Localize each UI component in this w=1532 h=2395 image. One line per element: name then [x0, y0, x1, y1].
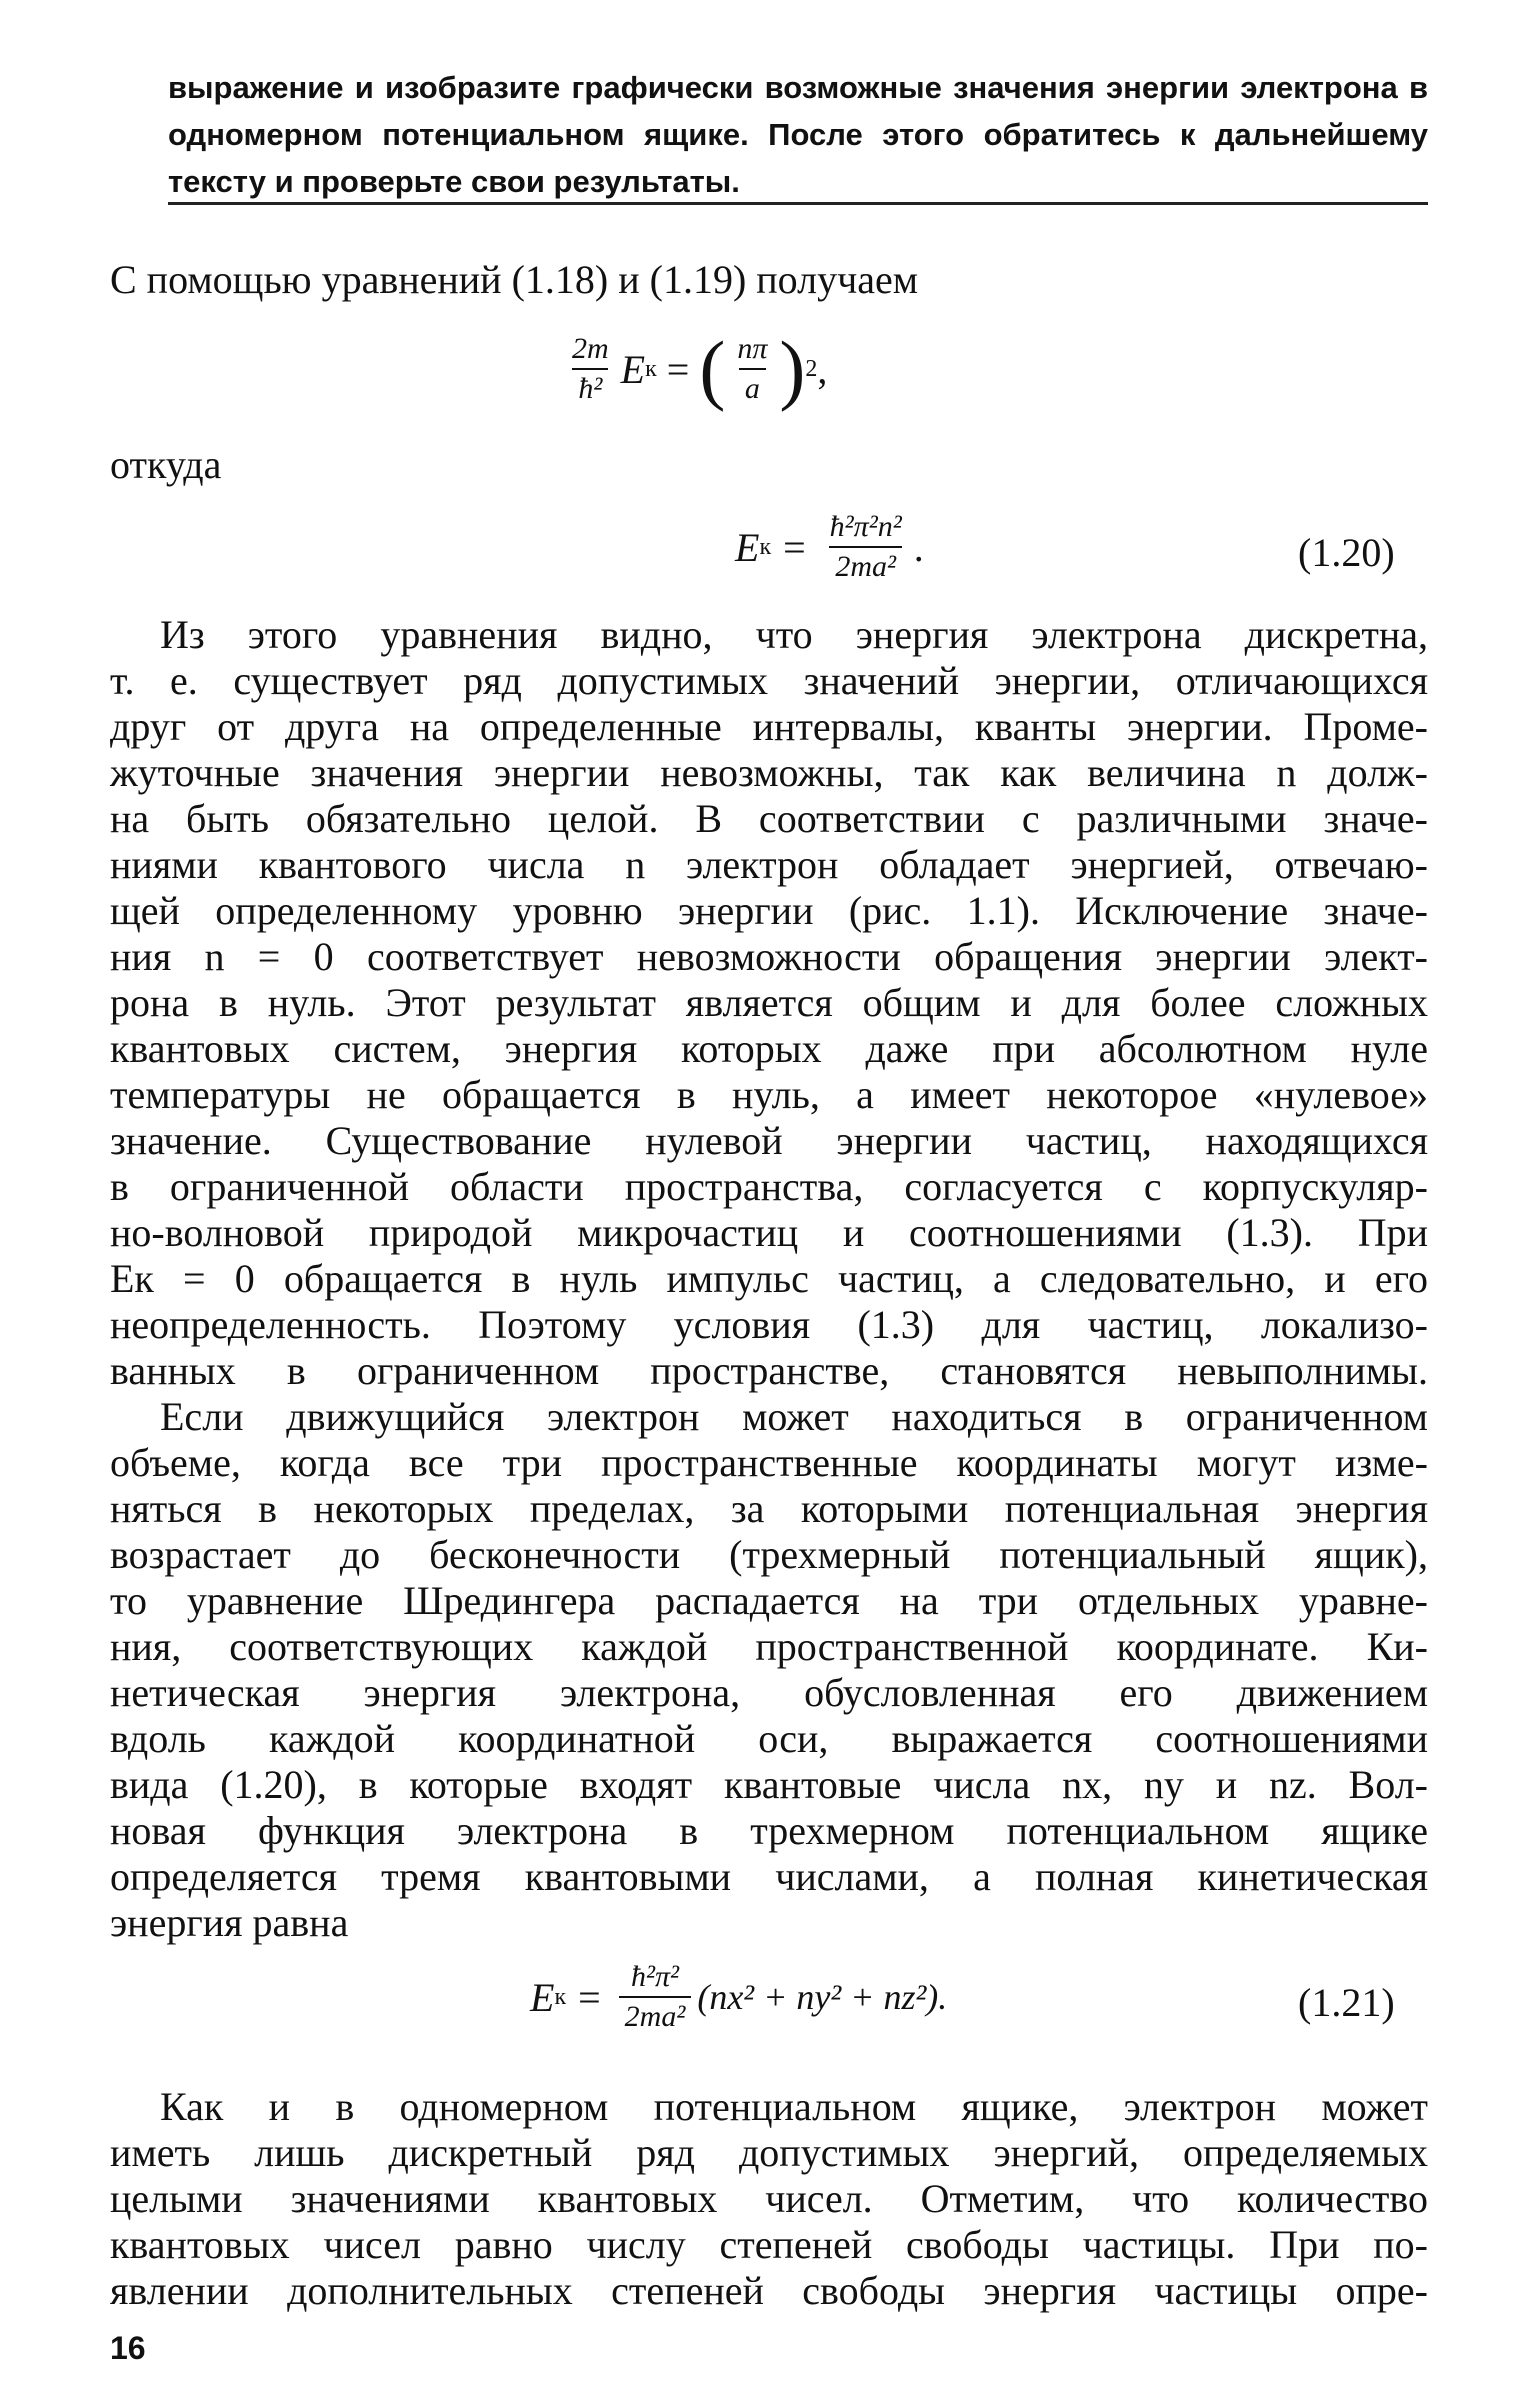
- equation-number-1-21: (1.21): [1298, 1980, 1395, 2025]
- equation-energy-relation: $\frac{2m}{\text{ħ²}}$ E к = ( $\frac{n\pi}{a}$ ) 2 ,: [560, 330, 827, 408]
- para2-line: вдоль каждой координатной оси, выражается соотношениями: [110, 1716, 1428, 1761]
- para1-line: т. е. существует ряд допустимых значений энергии, отличающихся: [110, 658, 1428, 703]
- para2-line: возрастает до бесконечности (трехмерный потенциальный ящик),: [110, 1532, 1428, 1577]
- para2-line: ния, соответствующих каждой пространственной координате. Ки-: [110, 1624, 1428, 1669]
- para1-line: но-волновой природой микрочастиц и соотношениями (1.3). При: [110, 1210, 1428, 1255]
- para2-line: новая функция электрона в трехмерном потенциальном ящике: [110, 1808, 1428, 1853]
- fraction-energy-1-21: $\frac{\text{ħ²π²}}{\text{2ma²}}$: [619, 1960, 692, 2034]
- para1-line: значение. Существование нулевой энергии частиц, находящихся: [110, 1118, 1428, 1163]
- word-otkuda: откуда: [110, 442, 222, 487]
- para1-line: щей определенному уровню энергии (рис. 1.1). Исключение значе-: [110, 888, 1428, 933]
- para2-line: нетическая энергия электрона, обусловленная его движением: [110, 1670, 1428, 1715]
- para3-line: Как и в одномерном потенциальном ящике, электрон может: [160, 2084, 1428, 2129]
- para1-line: в ограниченной области пространства, согласуется с корпускуляр-: [110, 1164, 1428, 1209]
- exercise-intro-text: выражение и изобразите графически возможные значения энергии электрона в одномерном потенциальном ящике. После этого обратитесь к дальнейшему тексту и проверьте свои результаты.: [168, 70, 1428, 199]
- para1-line: друг от друга на определенные интервалы, кванты энергии. Проме-: [110, 704, 1428, 749]
- para3-line: иметь лишь дискретный ряд допустимых энергий, определяемых: [110, 2130, 1428, 2175]
- equation-number-1-20: (1.20): [1298, 530, 1395, 575]
- para1-line: квантовых систем, энергия которых даже при абсолютном нуле: [110, 1026, 1428, 1071]
- para3-line: явлении дополнительных степеней свободы энергия частицы опре-: [110, 2268, 1428, 2313]
- fraction-energy-1-20: $\frac{\text{ħ²π²n²}}{\text{2ma²}}$: [829, 510, 902, 583]
- lead-sentence: С помощью уравнений (1.18) и (1.19) получаем: [110, 257, 919, 302]
- equation-1-21: E к = $\frac{\text{ħ²π²}}{\text{2ma²}}$ (nx² + ny² + nz²).: [530, 1960, 948, 2033]
- para2-line: Если движущийся электрон может находиться в ограниченном: [160, 1394, 1428, 1439]
- para2-line: объеме, когда все три пространственные координаты могут изме-: [110, 1440, 1428, 1485]
- para1-line: жуточные значения энергии невозможны, так как величина n долж-: [110, 750, 1428, 795]
- para1-line: рона в нуль. Этот результат является общим и для более сложных: [110, 980, 1428, 1025]
- para2-line: то уравнение Шредингера распадается на три отдельных уравне-: [110, 1578, 1428, 1623]
- fraction-npi-over-a: $\frac{n\pi}{a}$: [737, 332, 768, 405]
- para2-line: определяется тремя квантовыми числами, а полная кинетическая: [110, 1854, 1428, 1899]
- para1-line: на быть обязательно целой. В соответствии с различными значе-: [110, 796, 1428, 841]
- para3-line: квантовых чисел равно числу степеней свободы частицы. При по-: [110, 2222, 1428, 2267]
- para2-line: вида (1.20), в которые входят квантовые числа nx, ny и nz. Вол-: [110, 1762, 1428, 1807]
- para1-line: ния n = 0 соответствует невозможности обращения энергии элект-: [110, 934, 1428, 979]
- para1-line: ванных в ограниченном пространстве, становятся невыполнимы.: [110, 1348, 1428, 1393]
- para1-line: температуры не обращается в нуль, а имеет некоторое «нулевое»: [110, 1072, 1428, 1117]
- para3-line: целыми значениями квантовых чисел. Отметим, что количество: [110, 2176, 1428, 2221]
- section-divider: [168, 202, 1428, 205]
- equation-1-20: E к = $\frac{\text{ħ²π²n²}}{\text{2ma²}}$ .: [735, 510, 924, 583]
- para1-line: Из этого уравнения видно, что энергия электрона дискретна,: [160, 612, 1428, 657]
- fraction-2m-over-hbar2: $\frac{2m}{\text{ħ²}}$: [572, 332, 609, 405]
- para2-line: энергия равна: [110, 1900, 349, 1945]
- para1-line: Eк = 0 обращается в нуль импульс частиц, а следовательно, и его: [110, 1256, 1428, 1301]
- para2-line: няться в некоторых пределах, за которыми потенциальная энергия: [110, 1486, 1428, 1531]
- para1-line: ниями квантового числа n электрон обладает энергией, отвечаю-: [110, 842, 1428, 887]
- para1-line: неопределенность. Поэтому условия (1.3) для частиц, локализо-: [110, 1302, 1428, 1347]
- page-number: 16: [110, 2330, 146, 2366]
